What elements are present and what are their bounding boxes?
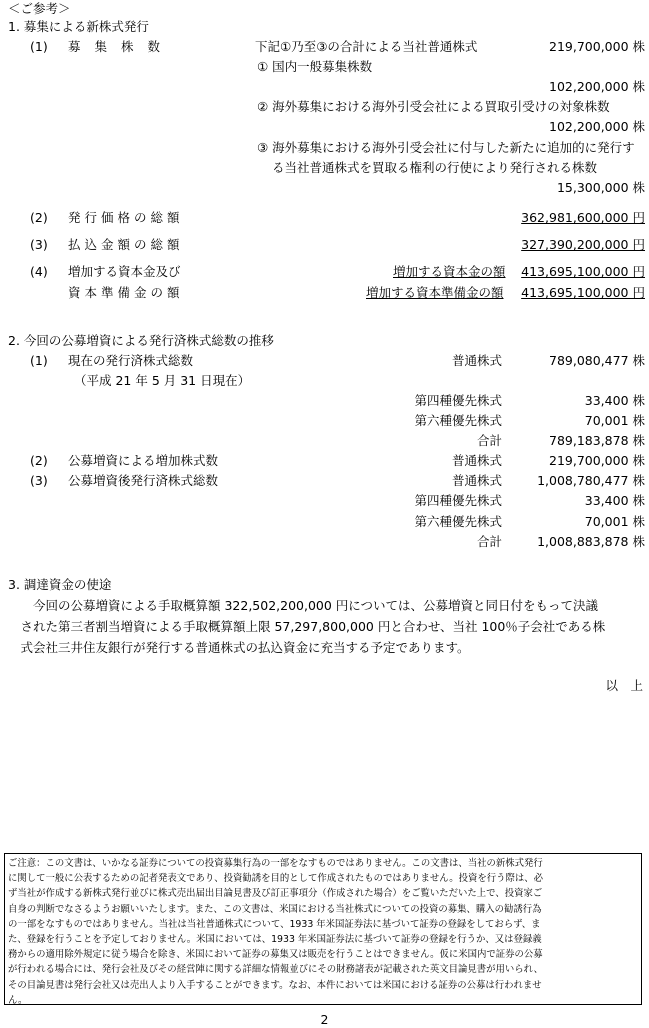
item-number: (4): [30, 264, 48, 279]
item-sublabel: （平成 21 年 5 月 31 日現在）: [74, 373, 251, 388]
section-2-title: 2. 今回の公募増資による発行済株式総数の推移: [8, 333, 274, 348]
item-label: 募集株数: [68, 39, 175, 54]
paragraph-line: された第三者割当増資による手取概算額上限 57,297,800,000 円と合わせ、当社 100％子会社である株: [8, 619, 606, 634]
item-label: 現在の発行済株式総数: [68, 353, 194, 368]
share-count: 33,400 株: [584, 493, 645, 508]
item-label: 発行価格の総額: [68, 210, 184, 225]
item-label: 払込金額の総額: [68, 237, 184, 252]
share-count: 70,001 株: [584, 413, 645, 428]
item-value: 362,981,600,000 円: [521, 210, 645, 225]
share-type: 普通株式: [451, 473, 502, 488]
share-count: 789,183,878 株: [549, 433, 645, 448]
paragraph-line: 式会社三井住友銀行が発行する普通株式の払込資金に充当する予定であります。: [8, 640, 470, 655]
item-description: 下記①乃至③の合計による当社普通株式: [255, 39, 478, 54]
sub-item-value: 102,200,000 株: [549, 79, 645, 94]
sub-item-value: 15,300,000 株: [556, 180, 645, 195]
disclaimer-line: ん。: [8, 994, 28, 1006]
share-count: 1,008,883,878 株: [537, 534, 645, 549]
capital-row-label: 増加する資本準備金の額: [366, 285, 504, 300]
disclaimer-line: ご注意：この文書は、いかなる証券についての投資募集行為の一部をなすものではありません。この文書は、当社の新株式発行: [8, 858, 543, 869]
item-number: (3): [30, 237, 48, 252]
disclaimer-line: 務からの適用除外規定に従う場合を除き、米国において証券の募集又は販売を行うことはできません。仮に米国内で証券の公募: [8, 949, 543, 961]
disclaimer-line: 自身の判断でなさるようお願いいたします。また、この文書は、米国における当社株式についての投資の募集、購入の勧誘行為: [8, 903, 542, 915]
item-number: (2): [30, 453, 48, 468]
item-number: (2): [30, 210, 48, 225]
page-number: 2: [320, 1012, 329, 1027]
share-count: 1,008,780,477 株: [537, 473, 645, 488]
share-type: 第四種優先株式: [414, 393, 502, 408]
share-type: 合計: [476, 433, 502, 448]
item-number: (1): [30, 353, 48, 368]
item-label: 増加する資本金及び: [68, 264, 181, 279]
item-value: 327,390,200,000 円: [521, 237, 645, 252]
sub-item-value: 102,200,000 株: [549, 119, 645, 134]
share-count: 33,400 株: [584, 393, 645, 408]
item-value: 219,700,000 株: [549, 39, 645, 54]
item-label: 資本準備金の額: [68, 285, 184, 300]
sub-item: ① 国内一般募集株数: [257, 59, 373, 74]
share-type: 第四種優先株式: [414, 493, 502, 508]
disclaimer-line: が行われる場合には、発行会社及びその経営陣に関する詳細な情報並びにその財務諸表が記載された英文目論見書が用いられ、: [8, 964, 543, 976]
share-type: 普通株式: [451, 353, 502, 368]
capital-row-value: 413,695,100,000 円: [521, 285, 645, 300]
disclaimer-line: ず当社が作成する新株式発行並びに株式売出届出目論見書及び訂正事項分（作成された場合）をご覧いただいた上で、投資家ご: [8, 888, 543, 900]
share-count: 219,700,000 株: [549, 453, 645, 468]
share-type: 第六種優先株式: [414, 514, 502, 529]
share-type: 普通株式: [451, 453, 502, 468]
share-count: 789,080,477 株: [549, 353, 645, 368]
share-type: 合計: [476, 534, 502, 549]
disclaimer-line: の一部をなすものではありません。当社は当社普通株式について、1933 年米国証券法に基づいて証券の登録をしておらず、ま: [8, 918, 541, 930]
capital-row-value: 413,695,100,000 円: [521, 264, 645, 279]
paragraph-line: 今回の公募増資による手取概算額 322,502,200,000 円については、公募増資と同日付をもって決議: [8, 598, 599, 613]
section-3-title: 3. 調達資金の使途: [8, 577, 112, 592]
capital-row-label: 増加する資本金の額: [393, 264, 506, 279]
share-type: 第六種優先株式: [414, 413, 502, 428]
use-of-proceeds-paragraph: [8, 595, 644, 658]
disclaimer-line: に関して一般に公表するための記者発表文であり、投資勧誘を目的として作成されたものではありません。投資を行う際は、必: [8, 873, 543, 885]
sub-item: ② 海外募集における海外引受会社による買取引受けの対象株数: [257, 99, 610, 114]
disclaimer-line: その目論見書は発行会社又は売出人より入手することができます。なお、本件においては米国における証券の公募は行われませ: [8, 979, 542, 991]
disclaimer-box: [4, 853, 642, 1005]
header: ＜ご参考＞: [8, 1, 71, 16]
closing-mark: 以 上: [605, 678, 643, 693]
sub-item: ③ 海外募集における海外引受会社に付与した新たに追加的に発行す: [257, 140, 635, 155]
section-1-title: 1. 募集による新株式発行: [8, 19, 149, 34]
item-label: 公募増資後発行済株式総数: [68, 473, 219, 488]
item-label: 公募増資による増加株式数: [68, 453, 219, 468]
item-number: (1): [30, 39, 48, 54]
disclaimer-line: た、登録を行うことを予定しておりません。米国においては、1933 年米国証券法に基づいて証券の登録を行うか、又は登録義: [8, 934, 542, 946]
share-count: 70,001 株: [584, 514, 645, 529]
item-number: (3): [30, 473, 48, 488]
sub-item: る当社普通株式を買取る権利の行使により発行される株数: [272, 160, 598, 175]
